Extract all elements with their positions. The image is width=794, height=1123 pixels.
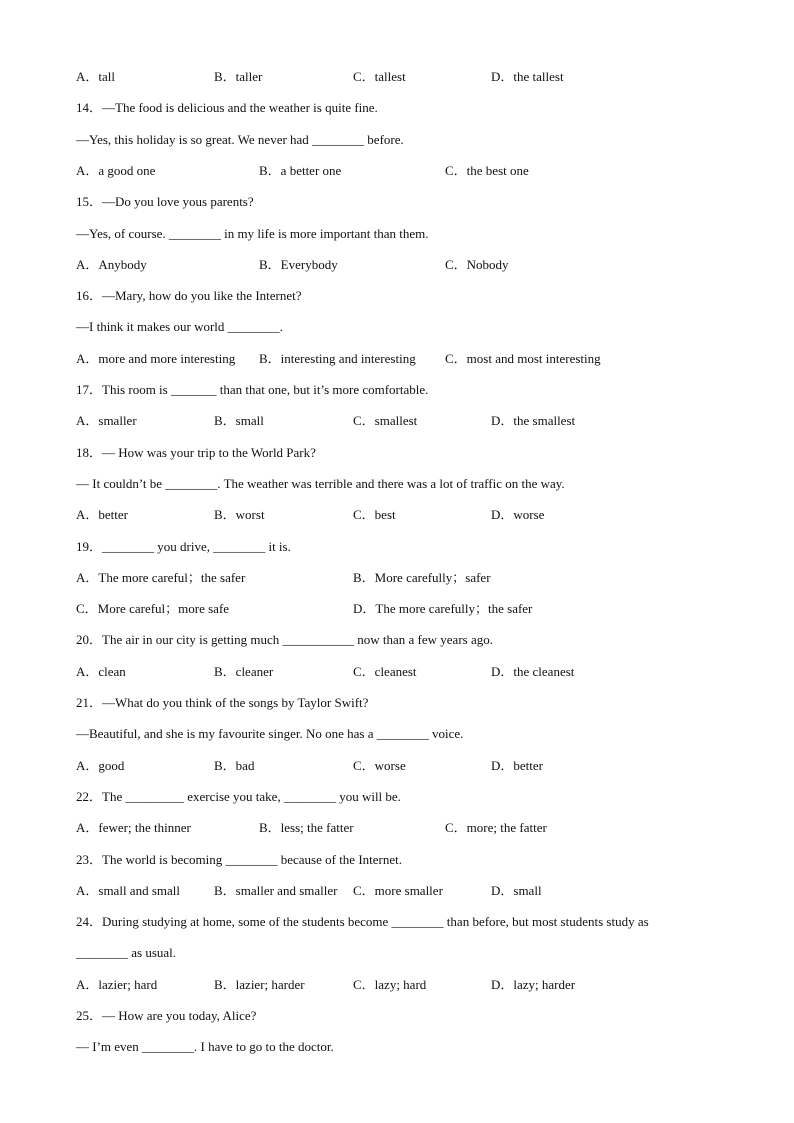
answer-option: B．a better one	[259, 162, 342, 178]
answer-option: C．tallest	[353, 69, 406, 84]
answer-option: D．the tallest	[491, 69, 564, 84]
answer-option: A．clean	[76, 663, 126, 679]
question-line: — It couldn’t be ________. The weather was terrible and there was a lot of traffic on the way.	[76, 475, 565, 491]
answer-option: A．a good one	[76, 162, 156, 178]
question-line: 25．— How are you today, Alice?	[76, 1008, 257, 1023]
answer-option: D．small	[491, 882, 542, 898]
answer-option: C．most and most interesting	[445, 350, 601, 366]
answer-option: A．good	[76, 757, 125, 773]
answer-option: D．lazy; harder	[491, 976, 576, 992]
question-line: —Yes, of course. ________ in my life is more important than them.	[76, 225, 429, 241]
answer-option: B．cleaner	[214, 663, 274, 679]
answer-option: C．cleanest	[353, 663, 417, 679]
question-line: —Yes, this holiday is so great. We never had ________ before.	[76, 131, 404, 147]
answer-option: C．the best one	[445, 162, 529, 178]
answer-option: A．Anybody	[76, 256, 147, 272]
answer-option: D．The more carefully；the safer	[353, 601, 533, 617]
answer-option: B．taller	[214, 69, 263, 84]
answer-option: B．lazier; harder	[214, 976, 305, 992]
question-line: 21．—What do you think of the songs by Taylor Swift?	[76, 695, 369, 710]
answer-option: D．worse	[491, 507, 545, 523]
question-line: 16．—Mary, how do you like the Internet?	[76, 288, 302, 304]
answer-option: A．more and more interesting	[76, 350, 236, 366]
answer-option: B．worst	[214, 507, 265, 523]
answer-option: A．tall	[76, 69, 115, 84]
question-line: 18．— How was your trip to the World Park?	[76, 444, 316, 460]
answer-option: B．smaller and smaller	[214, 882, 338, 898]
answer-option: A．The more careful；the safer	[76, 569, 246, 585]
answer-option: B．small	[214, 413, 264, 429]
answer-option: C．Nobody	[445, 256, 509, 272]
answer-option: C．lazy; hard	[353, 976, 427, 992]
question-line: —Beautiful, and she is my favourite singer. No one has a ________ voice.	[76, 726, 464, 742]
question-line: — I’m even ________. I have to go to the doctor.	[76, 1039, 334, 1055]
answer-option: B．Everybody	[259, 256, 338, 272]
answer-option: B．More carefully；safer	[353, 569, 491, 585]
question-line: 15．—Do you love yous parents?	[76, 194, 254, 210]
answer-option: A．better	[76, 507, 128, 523]
question-line: 23．The world is becoming ________ because of the Internet.	[76, 851, 402, 867]
question-line: ________ as usual.	[76, 945, 177, 961]
answer-option: B．interesting and interesting	[259, 350, 416, 366]
answer-option: B．less; the fatter	[259, 820, 354, 836]
question-line: 19．________ you drive, ________ it is.	[76, 538, 291, 554]
answer-option: D．the cleanest	[491, 663, 575, 679]
question-line: —I think it makes our world ________.	[76, 319, 283, 335]
answer-option: B．bad	[214, 757, 255, 773]
question-line: 14．—The food is delicious and the weather is quite fine.	[76, 100, 378, 116]
answer-option: A．small and small	[76, 882, 180, 898]
answer-option: C．worse	[353, 757, 406, 773]
answer-option: C．More careful；more safe	[76, 601, 230, 617]
question-line: 20．The air in our city is getting much ___________ now than a few years ago.	[76, 632, 493, 648]
answer-option: D．the smallest	[491, 413, 576, 429]
question-line: 17．This room is _______ than that one, but it’s more comfortable.	[76, 382, 429, 397]
answer-option: A．fewer; the thinner	[76, 820, 191, 836]
question-line: 24．During studying at home, some of the students become ________ than before, but most students study as	[76, 914, 649, 930]
answer-option: A．lazier; hard	[76, 976, 158, 992]
answer-option: D．better	[491, 757, 543, 773]
answer-option: C．more; the fatter	[445, 820, 547, 836]
answer-option: C．best	[353, 507, 396, 523]
answer-option: C．smallest	[353, 413, 418, 429]
answer-option: C．more smaller	[353, 882, 443, 898]
question-line: 22．The _________ exercise you take, ________ you will be.	[76, 788, 401, 804]
answer-option: A．smaller	[76, 413, 137, 429]
